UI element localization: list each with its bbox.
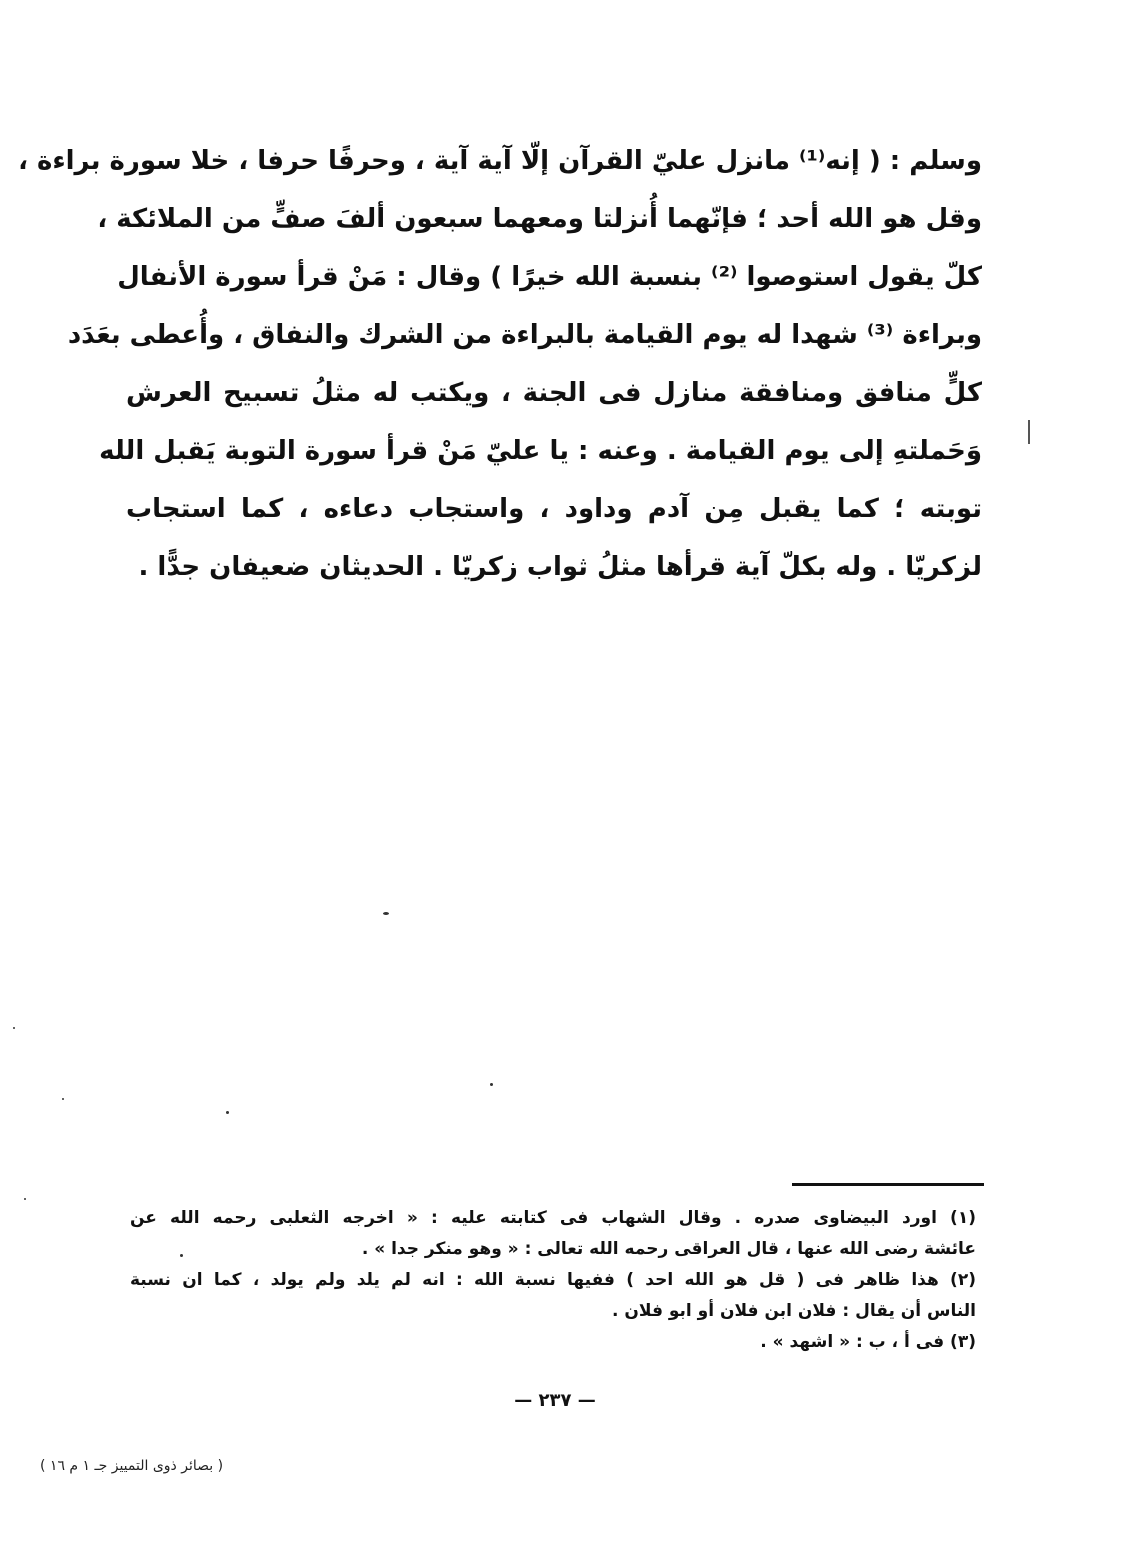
main-text-line: وسلم : ( إنه⁽¹⁾ مانزل عليّ القرآن إلّا آية آية ، وحرفًا حرفا ، خلا سورة براءة ، [18, 146, 982, 176]
main-text-block [18, 132, 982, 596]
main-text-line: كلّ يقول استوصوا ⁽²⁾ بنسبة الله خيرًا ) وقال : مَنْ قرأ سورة الأنفال [117, 262, 982, 292]
main-text-line: توبته ؛ كما يقبل مِن آدم وداود ، واستجاب دعاءه ، كما استجاب [126, 494, 982, 524]
scan-speck [24, 1198, 26, 1200]
scan-speck [490, 1083, 493, 1086]
scan-speck [62, 1098, 64, 1100]
scan-speck [13, 1027, 15, 1029]
page-number: — ٢٣٧ — [514, 1390, 596, 1411]
main-text-line: وبراءة ⁽³⁾ شهدا له يوم القيامة بالبراءة من الشرك والنفاق ، وأُعطى بعَدَد [67, 320, 982, 350]
scan-speck [226, 1111, 229, 1114]
footnote-line: عائشة رضى الله عنها ، قال العراقى رحمه الله تعالى : « وهو منكر جدا » . [361, 1239, 976, 1259]
footnote-separator [792, 1183, 984, 1186]
footnote-line: الناس أن يقال : فلان ابن فلان أو ابو فلان . [612, 1301, 976, 1321]
footnote-line: (٢) هذا ظاهر فى ( قل هو الله احد ) ففيها نسبة الله : انه لم يلد ولم يولد ، كما ان نسبة [130, 1270, 976, 1290]
main-text-line: لزكريّا . وله بكلّ آية قرأها مثلُ ثواب زكريّا . الحديثان ضعيفان جدًّا . [138, 552, 982, 582]
volume-signature: ( بصائر ذوى التمييز جـ ١ م ١٦ ) [40, 1458, 224, 1474]
footnote-line: (١) اورد البيضاوى صدره . وقال الشهاب فى كتابته عليه : « اخرجه الثعلبى رحمه الله عن [130, 1208, 976, 1228]
margin-mark [1028, 420, 1030, 444]
footnote-line: (٣) فى أ ، ب : « اشهد » . [760, 1332, 976, 1352]
main-text-line: وَحَملتهِ إلى يوم القيامة . وعنه : يا عليّ مَنْ قرأ سورة التوبة يَقبل الله [99, 436, 982, 466]
scan-speck [383, 912, 389, 915]
scan-speck [180, 1254, 183, 1257]
footnotes-block [130, 1203, 976, 1358]
main-text-line: كلٍّ منافق ومنافقة منازل فى الجنة ، ويكتب له مثلُ تسبيح العرش [126, 378, 982, 408]
main-text-line: وقل هو الله أحد ؛ فإنّهما أُنزلتا ومعهما سبعون ألفَ صفٍّ من الملائكة ، [97, 204, 982, 234]
